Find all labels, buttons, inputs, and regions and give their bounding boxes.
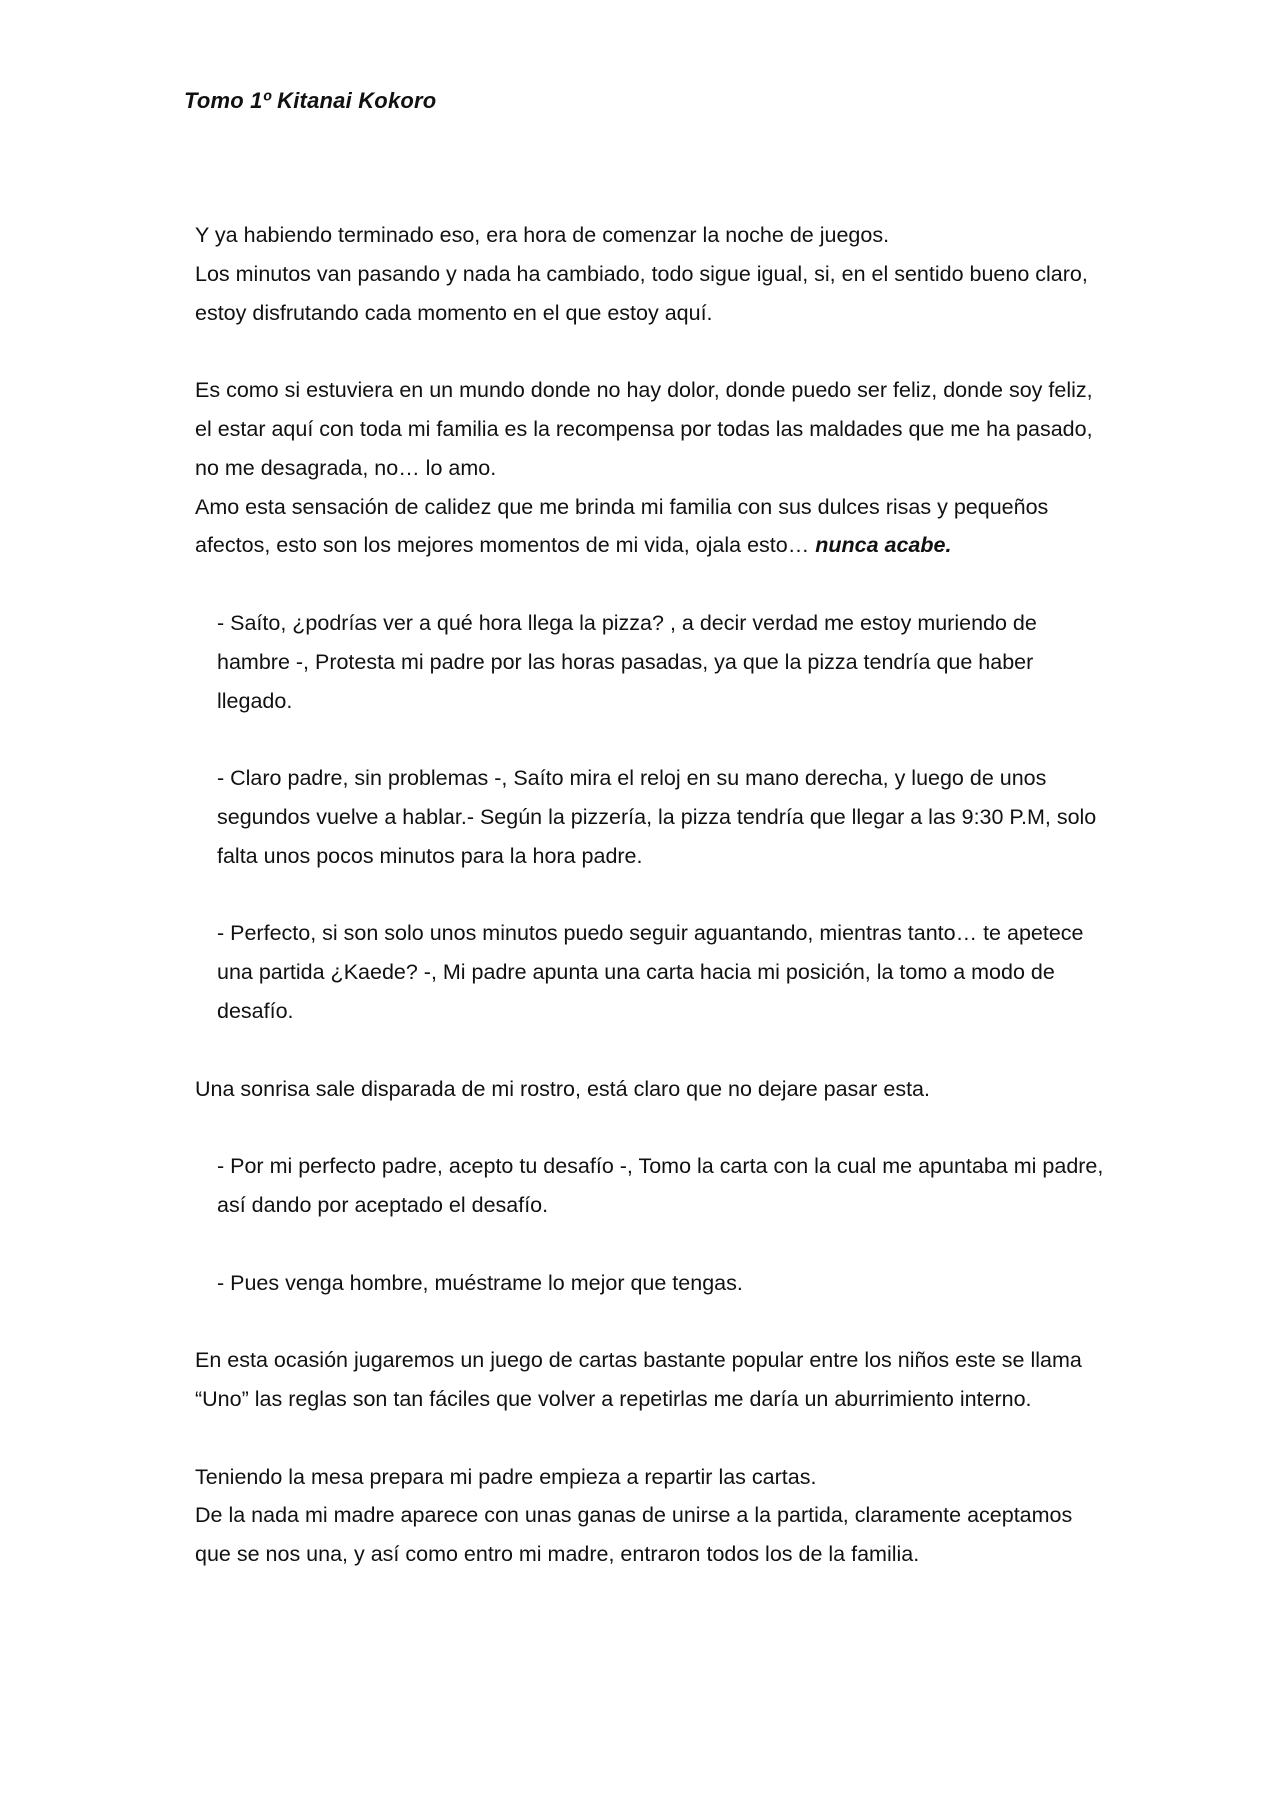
paragraph-2: Los minutos van pasando y nada ha cambiado, todo sigue igual, si, en el sentido bueno claro, estoy disfrutando cada momento en el que estoy aquí.	[195, 261, 1088, 325]
paragraph-gap	[184, 876, 1104, 915]
paragraph-gap	[184, 332, 1104, 371]
paragraph-4-text: Amo esta sensación de calidez que me brinda mi familia con sus dulces risas y pequeños afectos, esto son los mejores momentos de mi vida, ojala esto…	[195, 494, 1049, 558]
paragraph-gap	[184, 720, 1104, 759]
paragraph-gap	[184, 1302, 1104, 1341]
dialogue-2: - Claro padre, sin problemas -, Saíto mira el reloj en su mano derecha, y luego de unos segundos vuelve a hablar.- Según la pizzería, la pizza tendría que llegar a las 9:30 P.M, solo falta unos pocos minutos para la hora padre.	[217, 766, 1097, 868]
dialogue-3: - Perfecto, si son solo unos minutos puedo seguir aguantando, mientras tanto… te apetece una partida ¿Kaede? -, Mi padre apunta una carta hacia mi posición, la tomo a modo de desafío.	[217, 921, 1084, 1023]
paragraph-13: De la nada mi madre aparece con unas ganas de unirse a la partida, claramente aceptamos que se nos una, y así como entro mi madre, entraron todos los de la familia.	[195, 1503, 1073, 1567]
paragraph-12: Teniendo la mesa prepara mi padre empieza a repartir las cartas.	[195, 1464, 817, 1489]
paragraph-gap	[184, 565, 1104, 604]
paragraph-3: Es como si estuviera en un mundo donde no hay dolor, donde puedo ser feliz, donde soy feliz, el estar aquí con toda mi familia es la recompensa por todas las maldades que me ha pasado, no me desagrada, no… lo amo.	[195, 378, 1093, 480]
paragraph-gap	[184, 1419, 1104, 1458]
paragraph-8: Una sonrisa sale disparada de mi rostro, está claro que no dejare pasar esta.	[195, 1076, 930, 1101]
paragraph-gap	[184, 1225, 1104, 1264]
dialogue-1: - Saíto, ¿podrías ver a qué hora llega la pizza? , a decir verdad me estoy muriendo de hambre -, Protesta mi padre por las horas pasadas, ya que la pizza tendría que haber llegado.	[217, 610, 1037, 713]
page-header: Tomo 1º Kitanai Kokoro	[184, 88, 437, 113]
emphasized-text: nunca acabe.	[815, 533, 952, 558]
document-body	[184, 216, 1104, 1574]
paragraph-gap	[184, 1031, 1104, 1070]
dialogue-4: - Por mi perfecto padre, acepto tu desafío -, Tomo la carta con la cual me apuntaba mi padre, así dando por aceptado el desafío.	[217, 1154, 1104, 1217]
paragraph-4	[184, 488, 1104, 566]
dialogue-5: - Pues venga hombre, muéstrame lo mejor que tengas.	[217, 1270, 743, 1295]
paragraph-1: Y ya habiendo terminado eso, era hora de comenzar la noche de juegos.	[195, 223, 890, 247]
paragraph-gap	[184, 1108, 1104, 1147]
paragraph-11: En esta ocasión jugaremos un juego de cartas bastante popular entre los niños este se llama “Uno” las reglas son tan fáciles que volver a repetirlas me daría un aburrimiento interno.	[195, 1348, 1082, 1411]
